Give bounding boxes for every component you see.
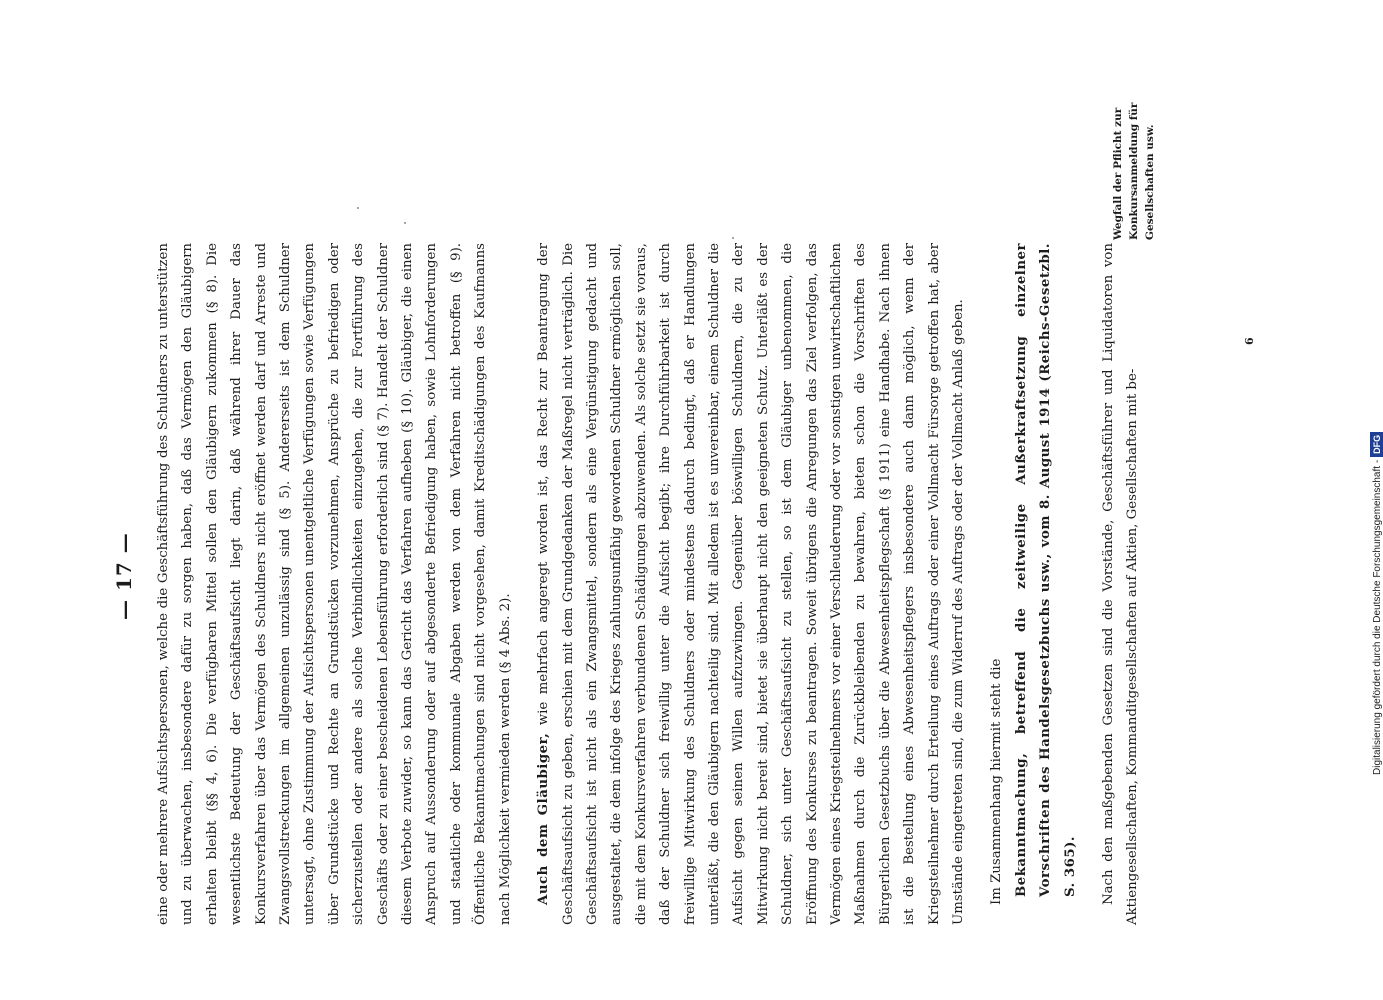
paragraph-4: Nach den maßgebenden Gesetzen sind die Vorstände, Geschäftsführer und Liquidatoren von Aktiengesellschaften, Kommanditgesellschaften auf Aktien, Gesellschaften mit be- [1101, 243, 1141, 925]
sheet-signature: 6 [1243, 337, 1256, 345]
page-number: — 17 — [112, 532, 136, 620]
paragraph-1: eine oder mehrere Aufsichtspersonen, welche die Geschäftsführung des Schuldners zu unterstützen und zu überwachen, insbesondere dafür zu sorgen haben, daß das Vermögen den Gläubigern erhalten bleibt (§§ 4, 6). Die verfügbaren Mittel sollen den Gläubigern zukommen (§ 8). Die wesentlichste Bedeutung der Geschäftsaufsicht liegt darin, daß während ihrer Dauer das Konkursverfahren über das Vermögen des Schuldners nicht eröffnet werden darf und Arreste und Zwangsvollstreckungen im allgemeinen unzulässig sind (§ 5). Andererseits ist dem Schuldner untersagt, ohne Zustimmung der Aufsichtspersonen unentgeltliche Verfügungen sowie Verfügungen über Grundstücke und Rechte an Grundstücken vorzunehmen, Ansprüche zu befriedigen oder sicherzustellen oder andere als solche Verbindlichkeiten einzugehen, die zur Fortführung des Geschäfts oder zu einer bescheidenen Lebensführung erforderlich sind (§ 7). Handelt der Schuldner diesem Verbote zuwider, so kann das Gericht das Verfahren aufheben (§ 10). Gläubiger, die einen Anspruch auf Aussonderung oder auf abgesonderte Befriedigung haben, sowie Lohnforderungen und staatliche oder kommunale Abgaben werden von dem Verfahren nicht betroffen (§ 9). Öffentliche Bekanntmachungen sind nicht vorgesehen, damit Kreditschädigungen des Kaufmanns nach Möglichkeit vermieden werden (§ 4 Abs. 2). [156, 243, 513, 925]
law-title: Bekanntmachung, betreffend die zeitweilige Außerkraftsetzung einzelner Vorschriften des Handelsgesetzbuchs usw., vom 8. August 1914 (Reichs-Gesetzbl. S. 365). [1013, 243, 1078, 897]
main-text [152, 243, 1146, 925]
scan-speck [357, 207, 359, 209]
paragraph-2-lead: Auch dem Gläubiger, [536, 732, 552, 905]
credit-text: Digitalisierung gefördert durch die Deutsche Forschungsgemeinschaft - [1371, 459, 1383, 775]
paragraph-3-intro: Im Zusammenhang hiermit steht die [989, 658, 1005, 905]
paragraph-2-body: wie mehrfach angeregt worden ist, das Recht zur Beantragung der Geschäftsaufsicht zu geben, erschien mit dem Grundgedanken der Maßregel nicht verträglich. Die Geschäftsaufsicht ist nicht als ein Zwangsmittel, sondern als eine Vergünstigung gedacht und ausgestaltet, die dem infolge des Krieges zahlungsunfähig gewordenen Schuldner ermöglichen soll, die mit dem Konkursverfahren verbundenen Schädigungen abzuwenden. Als solche setzt sie voraus, daß der Schuldner sich freiwillig unter die Aufsicht begibt; ihre Durchführbarkeit ist durch freiwillige Mitwirkung des Schuldners oder mindestens dadurch bedingt, daß er Handlungen unterläßt, die den Gläubigern nachteilig sind. Mit alledem ist es unvereinbar, einem Schuldner die Aufsicht gegen seinen Willen aufzuzwingen. Gegenüber böswilligen Schuldnern, die zu der Mitwirkung nicht bereit sind, bietet sie überhaupt nicht den geeigneten Schutz. Unterläßt es der Schuldner, sich unter Geschäftsaufsicht zu stellen, so ist dem Gläubiger unbenommen, die Eröffnung des Konkurses zu beantragen. Soweit übrigens die Anregungen das Ziel verfolgen, das Vermögen eines Kriegsteilnehmers vor einer Verschleuderung oder vor sonstigen unwirtschaftlichen Maßnahmen durch die Zurückbleibenden zu bewahren, bieten schon die Vorschriften des Bürgerlichen Gesetzbuchs über die Abwesenheitspflegschaft (§ 1911) eine Handhabe. Nach ihnen ist die Bestellung eines Abwesenheitspflegers insbesondere auch dann möglich, wenn der Kriegsteilnehmer durch Erteilung eines Auftrags oder einer Vollmacht Fürsorge getroffen hat, aber Umstände eingetreten sind, die zum Widerruf des Auftrags oder der Vollmacht Anlaß geben. [536, 243, 966, 925]
scan-speck [732, 237, 734, 239]
paragraph-2 [532, 243, 971, 925]
dfg-logo: DFG [1370, 432, 1383, 457]
scan-speck [404, 222, 406, 224]
digitization-credit [1370, 432, 1383, 775]
margin-note: Wegfall der Pflicht zur Konkursanmeldung für Gesellschaften usw. [1112, 102, 1156, 240]
